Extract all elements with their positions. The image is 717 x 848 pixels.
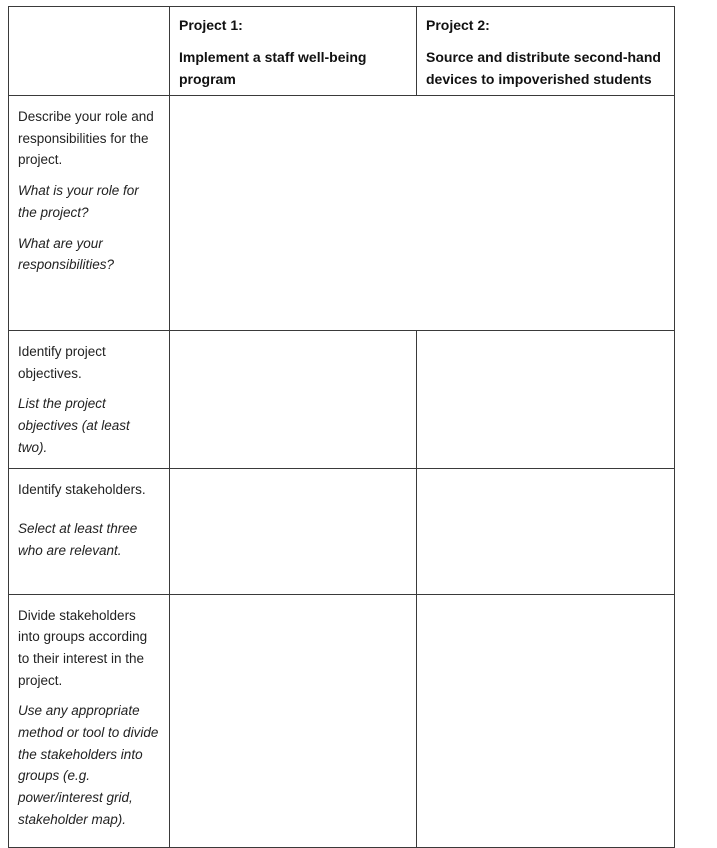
- table-row-objectives: [9, 331, 675, 469]
- project-comparison-table: [8, 6, 675, 848]
- answer-cell-stakeholders-project-1[interactable]: [170, 468, 417, 594]
- answer-cell-groups-project-2[interactable]: [417, 594, 675, 847]
- row-hint: List the project objectives (at least two).: [18, 396, 130, 455]
- row-label-stakeholder-groups: [9, 594, 170, 847]
- row-prompt: Divide stakeholders into groups according to their interest in the project.: [18, 607, 148, 688]
- row-label-stakeholders: [9, 468, 170, 594]
- row-hint: What are your responsibilities?: [18, 235, 115, 273]
- answer-cell-groups-project-1[interactable]: [170, 594, 417, 847]
- row-prompt: Identify stakeholders.: [18, 481, 146, 497]
- table-row-role: [9, 96, 675, 331]
- header-empty-cell: [9, 7, 170, 96]
- header-cell-project-1: [170, 7, 417, 96]
- answer-cell-role-merged[interactable]: [170, 96, 675, 331]
- header-cell-project-2: [417, 7, 675, 96]
- row-label-objectives: [9, 331, 170, 469]
- table-row-stakeholder-groups: [9, 594, 675, 847]
- answer-cell-objectives-project-2[interactable]: [417, 331, 675, 469]
- row-hint: Use any appropriate method or tool to divide the stakeholders into groups (e.g. power/interest grid, stakeholder map).: [18, 703, 159, 827]
- row-hint: Select at least three who are relevant.: [18, 521, 138, 558]
- header-row: [9, 7, 675, 96]
- table-row-stakeholders: [9, 468, 675, 594]
- row-prompt: Describe your role and responsibilities for the project.: [18, 109, 154, 168]
- row-prompt: Identify project objectives.: [18, 344, 106, 381]
- project-2-name: Source and distribute second-hand devices to impoverished students: [426, 49, 661, 87]
- answer-cell-stakeholders-project-2[interactable]: [417, 468, 675, 594]
- answer-cell-objectives-project-1[interactable]: [170, 331, 417, 469]
- project-1-name: Implement a staff well-being program: [179, 49, 367, 87]
- row-label-role: [9, 96, 170, 331]
- project-1-title: Project 1:: [179, 17, 243, 33]
- row-hint: What is your role for the project?: [18, 183, 139, 220]
- project-2-title: Project 2:: [426, 17, 490, 33]
